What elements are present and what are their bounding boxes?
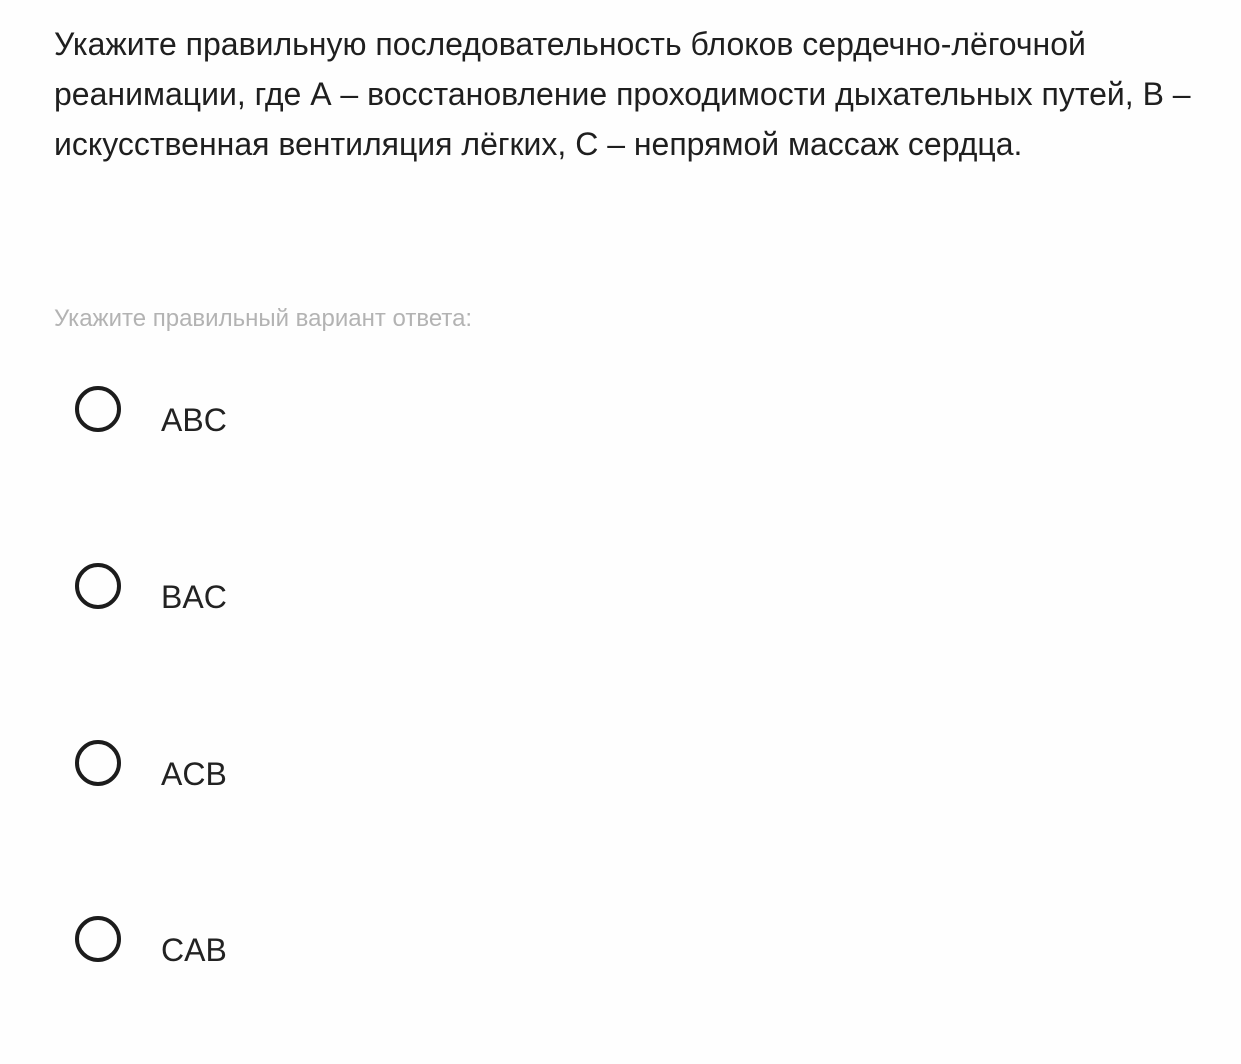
question-text: Укажите правильную последовательность блоков сердечно-лёгочной реанимации, где А – восстановление проходимости дыхательных путей, В – искусственная вентиляция лёгких, С – непрямой массаж сердца. (54, 26, 1191, 162)
answer-hint: Укажите правильный вариант ответа: (54, 305, 473, 332)
option-label: BAC (161, 579, 227, 615)
option-label: ABC (161, 402, 227, 438)
option-label: CAB (161, 932, 227, 968)
option-bac[interactable] (75, 563, 475, 619)
option-acb[interactable] (75, 740, 475, 796)
radio-button-icon[interactable] (75, 563, 121, 609)
radio-button-icon[interactable] (75, 916, 121, 962)
option-abc[interactable] (75, 386, 475, 442)
radio-button-icon[interactable] (75, 386, 121, 432)
radio-button-icon[interactable] (75, 740, 121, 786)
option-label: ACB (161, 756, 227, 792)
option-cab[interactable] (75, 916, 475, 972)
